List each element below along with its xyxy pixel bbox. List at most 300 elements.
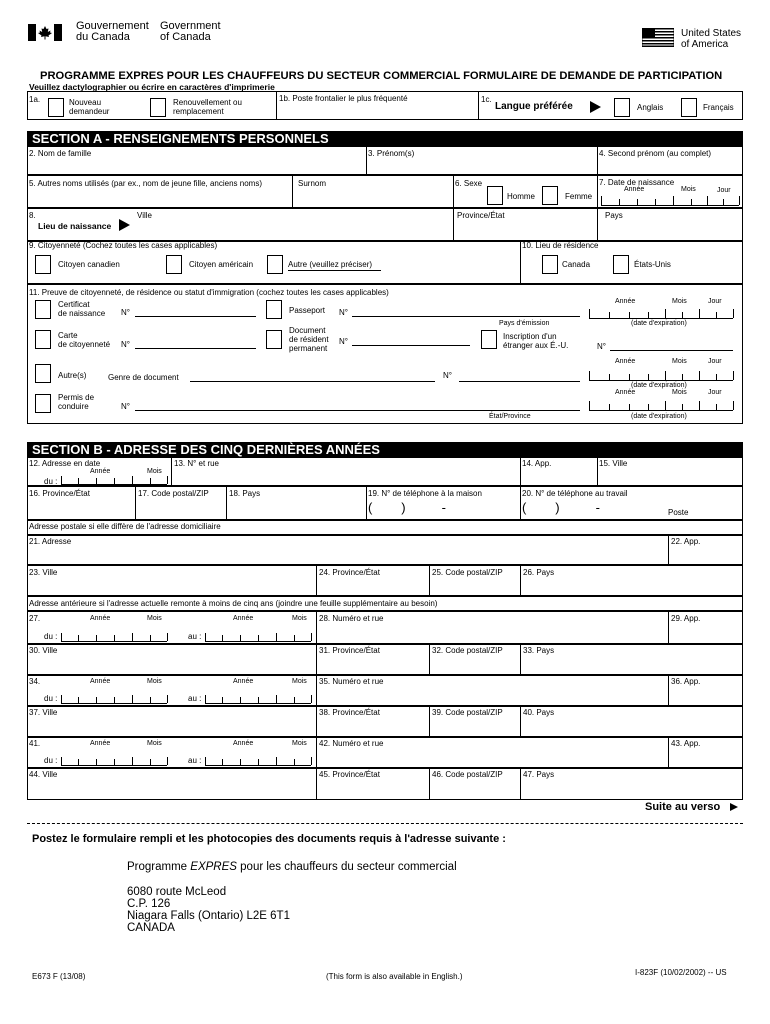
ville-label: 44. Ville [29,770,58,779]
du-label: du : [44,477,58,486]
divider [429,768,430,800]
code-postal-label: 25. Code postal/ZIP [432,568,503,577]
adresse-date-label: 12. Adresse en date [29,459,101,468]
prev-city-row [27,644,743,675]
numero-rue-label: 42. Numéro et rue [319,739,384,748]
mois-label: Mois [681,186,696,193]
numero-rue-label: 35. Numéro et rue [319,677,384,686]
tick [240,697,241,703]
permis-expiration-input[interactable] [589,410,733,411]
divider [520,706,521,737]
etat-province-label: État/Province [489,413,531,420]
inscription-label [503,332,568,350]
carte-citoyennete-checkbox[interactable] [35,330,51,349]
permis-numero-input[interactable] [135,410,580,411]
tick [222,759,223,765]
doc-line-3: permanent [289,344,328,353]
mois-label: Mois [292,740,307,747]
us-flag-icon [642,28,674,47]
telephone-maison-input[interactable]: ( ) - [368,500,446,515]
autre-expiration-input[interactable] [589,380,733,381]
divider [366,486,367,520]
pays-naissance-input[interactable] [605,222,739,238]
divider [135,486,136,520]
no-label: N° [121,308,130,317]
province-label: 31. Province/État [319,646,380,655]
tick [648,374,649,380]
tick [648,312,649,318]
tick [167,757,168,765]
address-line-1: 6080 route McLeod [127,886,227,898]
mois-label: Mois [672,358,687,365]
carte-numero-input[interactable] [135,348,256,349]
divider [597,146,598,175]
mois-label: Mois [147,678,162,685]
du-label: du : [44,756,58,765]
tick [150,478,151,484]
prev-city-row [27,706,743,737]
field-num-1c: 1c. [481,95,492,104]
tick [78,759,79,765]
du-label: du : [44,694,58,703]
poste-label: Poste [668,508,689,517]
au-date-input[interactable] [205,641,311,642]
no-label: N° [339,337,348,346]
mois-label: Mois [672,389,687,396]
divider [429,565,430,596]
tick [132,695,133,703]
tick [733,401,734,410]
arrow-right-icon [730,803,738,811]
pays-label: 40. Pays [523,708,555,717]
section-b-header: SECTION B - ADRESSE DES CINQ DERNIÈRES ANNÉES [27,442,743,457]
homme-checkbox[interactable] [487,186,503,205]
autres-checkbox[interactable] [35,364,51,383]
tick [691,199,692,205]
autre-citoyennete-checkbox[interactable] [267,255,283,274]
address-line-3: Niagara Falls (Ontario) L2E 6T1 [127,910,290,922]
citoyen-canadien-checkbox[interactable] [35,255,51,274]
tick [150,697,151,703]
tick [655,199,656,205]
du-date-input[interactable] [61,641,167,642]
au-label: au : [188,756,202,765]
renouv-line-2: remplacement [173,107,224,116]
passeport-label: Passeport [289,306,326,315]
divider [668,675,669,706]
telephone-maison-label: 19. N° de téléphone à la maison [368,489,482,498]
au-date-input[interactable] [205,703,311,704]
tick [150,759,151,765]
nom-famille-label: 2. Nom de famille [29,149,92,158]
nouveau-label [69,98,109,116]
dashed-separator [27,823,743,824]
genre-document-input[interactable] [190,381,435,382]
tick [665,309,666,318]
second-prenom-label: 4. Second prénom (au complet) [599,149,712,158]
divider [366,146,367,175]
tick [78,697,79,703]
pays-input[interactable] [229,500,364,516]
field-num-8: 8. [29,211,36,220]
lieu-residence-label: 10. Lieu de résidence [522,241,599,250]
field-num-34: 34. [29,677,41,686]
divider [429,706,430,737]
tick [637,199,638,205]
nouveau-checkbox[interactable] [48,98,64,117]
canada-label: Canada [562,260,591,269]
certificat-naissance-checkbox[interactable] [35,300,51,319]
province-naissance-input[interactable] [457,222,595,238]
arrow-right-icon [590,101,601,113]
arrow-right-icon [119,219,130,231]
tick [114,759,115,765]
divider [292,175,293,208]
residence-canada-checkbox[interactable] [542,255,558,274]
tick [311,757,312,765]
province-label: 45. Province/État [319,770,380,779]
passeport-numero-input[interactable] [352,316,580,317]
jour-label: Jour [708,298,722,305]
poste-frontalier-input[interactable] [279,104,476,118]
doc-line-1: Document [289,326,326,335]
autres-label: Autre(s) [58,371,87,380]
insc-line-2: étranger aux É.-U. [503,341,569,350]
tick [167,633,168,641]
divider [316,768,317,800]
renouvellement-label [173,98,242,116]
divider [429,644,430,675]
insc-line-1: Inscription d'un [503,332,557,341]
code-postal-label: 32. Code postal/ZIP [432,646,503,655]
tick [132,757,133,765]
divider [316,675,317,706]
province-label: 38. Province/État [319,708,380,717]
tick [132,476,133,484]
tick [114,635,115,641]
province-label: 24. Province/État [319,568,380,577]
second-prenom-input[interactable] [599,159,741,173]
divider [316,644,317,675]
carte-line-2: de citoyenneté [58,340,111,349]
tick [609,404,610,410]
tick [673,196,674,205]
gov-en-name [160,21,221,43]
tick [589,371,590,380]
jour-label: Jour [708,358,722,365]
divider [668,535,669,565]
tick [222,635,223,641]
no-label: N° [597,342,606,351]
passeport-expiration-input[interactable] [589,318,733,319]
divider [453,175,454,208]
du-date-input[interactable] [61,765,167,766]
certificat-label [58,300,105,318]
ville-naissance-input[interactable] [137,222,451,238]
programme-text-end: pour les chauffeurs du secteur commercial [236,861,457,873]
citoyen-americain-checkbox[interactable] [166,255,182,274]
row11-box [27,284,743,424]
doc-line-2: de résident [289,335,329,344]
app-postale-input[interactable] [671,548,741,563]
tick [240,759,241,765]
annee-label: Année [615,358,636,365]
field-num-1a: 1a. [29,95,41,104]
suite-au-verso-label: Suite au verso [645,801,721,813]
ville-label: Ville [137,211,152,220]
adresse-anterieure-label: Adresse antérieure si l'adresse actuelle remonte à moins de cinq ans (joindre une feuille supplémentaire au besoin) [29,599,438,608]
tick [294,759,295,765]
field-num-41: 41. [29,739,41,748]
app-label: 14. App. [522,459,552,468]
tick [258,635,259,641]
surnom-label: Surnom [298,179,327,188]
divider [316,737,317,768]
renouvellement-checkbox[interactable] [150,98,166,117]
residence-etats-unis-checkbox[interactable] [613,255,629,274]
tick [716,404,717,410]
tick [733,309,734,318]
divider [520,241,521,284]
divider [520,486,521,520]
no-label: N° [339,308,348,317]
certificat-numero-input[interactable] [135,316,256,317]
anglais-checkbox[interactable] [614,98,630,117]
poste-frontalier-label: 1b. Poste frontalier le plus fréquenté [279,94,408,103]
expres-text: EXPRES [190,861,237,873]
us-line-1: United States [681,28,742,39]
tick [707,196,708,205]
us-form-id: I-823F (10/02/2002) -- US [635,968,727,977]
divider [668,737,669,768]
pays-label: 18. Pays [229,489,261,498]
tick [723,199,724,205]
tick [609,374,610,380]
adresse-postale-input[interactable] [29,548,666,563]
divider [316,706,317,737]
permis-label [58,393,94,411]
ville-input[interactable] [599,470,741,484]
programme-text: Programme [127,861,191,873]
annee-label: Année [233,678,254,685]
mois-label: Mois [292,615,307,622]
prenom-input[interactable] [368,159,595,173]
telephone-travail-label: 20. N° de téléphone au travail [522,489,628,498]
divider [597,208,598,241]
tick [114,697,115,703]
date-naissance-input[interactable] [601,205,739,206]
address-line-2: C.P. 126 [127,898,171,910]
lieu-naissance-label: Lieu de naissance [38,221,112,231]
tick [276,757,277,765]
gov-en-line-2: of Canada [160,31,211,43]
pays-label: 26. Pays [523,568,555,577]
ville-label: 15. Ville [599,459,628,468]
autre-citoyennete-line [288,270,381,271]
ville-label: 30. Ville [29,646,58,655]
jour-label: Jour [708,389,722,396]
divider [520,457,521,486]
autre-numero-input[interactable] [459,381,580,382]
tick [61,476,62,484]
tick [682,404,683,410]
citoyen-canadien-label: Citoyen canadien [58,260,120,269]
row23-box [27,565,743,596]
gov-fr-line-2: du Canada [76,31,130,43]
citoyennete-label: 9. Citoyenneté (Cochez toutes les cases applicables) [29,241,218,250]
nouveau-line-1: Nouveau [69,98,102,107]
annee-label: Année [90,615,111,622]
divider [668,611,669,644]
prev-address-row [27,675,743,706]
date-expiration-label: (date d'expiration) [631,320,687,327]
annee-label: Année [624,186,645,193]
numero-rue-label: 13. N° et rue [174,459,219,468]
prenom-label: 3. Prénom(s) [368,149,415,158]
tick [682,374,683,380]
divider [520,644,521,675]
ville-label: 37. Ville [29,708,58,717]
province-label: 16. Province/État [29,489,90,498]
tick [294,697,295,703]
document-resident-label [289,326,329,353]
au-label: au : [188,632,202,641]
du-date-input[interactable] [61,703,167,704]
carte-label [58,331,110,349]
app-label: 22. App. [671,537,701,546]
divider [453,208,454,241]
canada-flag-icon [28,24,62,41]
tick [699,309,700,318]
mois-label: Mois [147,468,162,475]
resident-numero-input[interactable] [352,345,470,346]
au-date-input[interactable] [205,765,311,766]
tick [629,312,630,318]
tick [240,635,241,641]
us-name [681,28,741,50]
tick [733,371,734,380]
numero-rue-input[interactable] [174,470,518,484]
date-naissance-label: 7. Date de naissance [599,178,675,187]
tick [589,309,590,318]
us-line-2: of America [681,39,729,50]
annee-label: Année [90,468,111,475]
divider [597,457,598,486]
code-postal-input[interactable] [138,500,224,516]
tick [311,633,312,641]
autres-noms-label: 5. Autres noms utilisés (par ex., nom de jeune fille, anciens noms) [29,179,262,188]
divider [520,565,521,596]
passeport-checkbox[interactable] [266,300,282,319]
tick [739,196,740,205]
tick [311,695,312,703]
ville-label: 23. Ville [29,568,58,577]
nouveau-line-2: demandeur [69,107,110,116]
citoyen-americain-label: Citoyen américain [189,260,254,269]
anglais-label: Anglais [637,103,664,112]
cert-line-2: de naissance [58,309,106,318]
inscription-etranger-checkbox[interactable] [481,330,497,349]
tick [132,633,133,641]
form-title: PROGRAMME EXPRES POUR LES CHAUFFEURS DU SECTEUR COMMERCIAL FORMULAIRE DE DEMANDE DE PARTICIPATION [40,70,723,82]
tick [294,635,295,641]
pays-label: 33. Pays [523,646,555,655]
tick [61,757,62,765]
annee-label: Année [615,389,636,396]
mois-label: Mois [147,615,162,622]
app-label: 43. App. [671,739,701,748]
tick [699,371,700,380]
permis-conduire-checkbox[interactable] [35,394,51,413]
tick [609,312,610,318]
homme-label: Homme [507,192,536,201]
tick [648,404,649,410]
tick [96,635,97,641]
pays-emission-label: Pays d'émission [499,320,550,327]
tick [222,697,223,703]
tick [96,697,97,703]
tick [699,401,700,410]
app-input[interactable] [522,470,595,484]
tick [665,371,666,380]
tick [61,695,62,703]
nom-famille-input[interactable] [29,159,363,173]
pays-label: 47. Pays [523,770,555,779]
tick [167,695,168,703]
tick [629,404,630,410]
tick [167,476,168,484]
divider [597,175,598,208]
divider [316,611,317,644]
etats-unis-label: États-Unis [634,260,671,269]
tick [78,635,79,641]
francais-label: Français [703,103,734,112]
resident-permanent-checkbox[interactable] [266,330,282,349]
annee-label: Année [90,740,111,747]
tick [601,196,602,205]
no-label: N° [121,340,130,349]
code-postal-label: 17. Code postal/ZIP [138,489,209,498]
mailing-address [127,886,290,934]
province-label: Province/État [457,211,505,220]
preuve-label: 11. Preuve de citoyenneté, de résidence ou statut d'immigration (cochez toutes les cases applicables) [29,288,389,297]
divider [171,457,172,486]
langue-label: Langue préférée [495,101,573,112]
pays-label: Pays [605,211,623,220]
femme-checkbox[interactable] [542,186,558,205]
section-a-header: SECTION A - RENSEIGNEMENTS PERSONNELS [27,131,743,146]
app-label: 29. App. [671,614,701,623]
tick [96,478,97,484]
tick [716,374,717,380]
mois-label: Mois [147,740,162,747]
adresse-date-input[interactable] [61,484,167,485]
permis-line-1: Permis de [58,393,95,402]
annee-label: Année [233,615,254,622]
francais-checkbox[interactable] [681,98,697,117]
inscription-numero-input[interactable] [610,350,733,351]
tick [205,757,206,765]
no-label: N° [121,402,130,411]
telephone-travail-input[interactable]: ( ) - [522,500,600,515]
prev-address-row [27,737,743,768]
divider [276,91,277,120]
autre-citoyennete-label: Autre (veuillez préciser) [288,260,373,269]
province-input[interactable] [29,500,133,516]
jour-label: Jour [717,187,731,194]
tick [716,312,717,318]
form-id: E673 F (13/08) [32,972,86,981]
